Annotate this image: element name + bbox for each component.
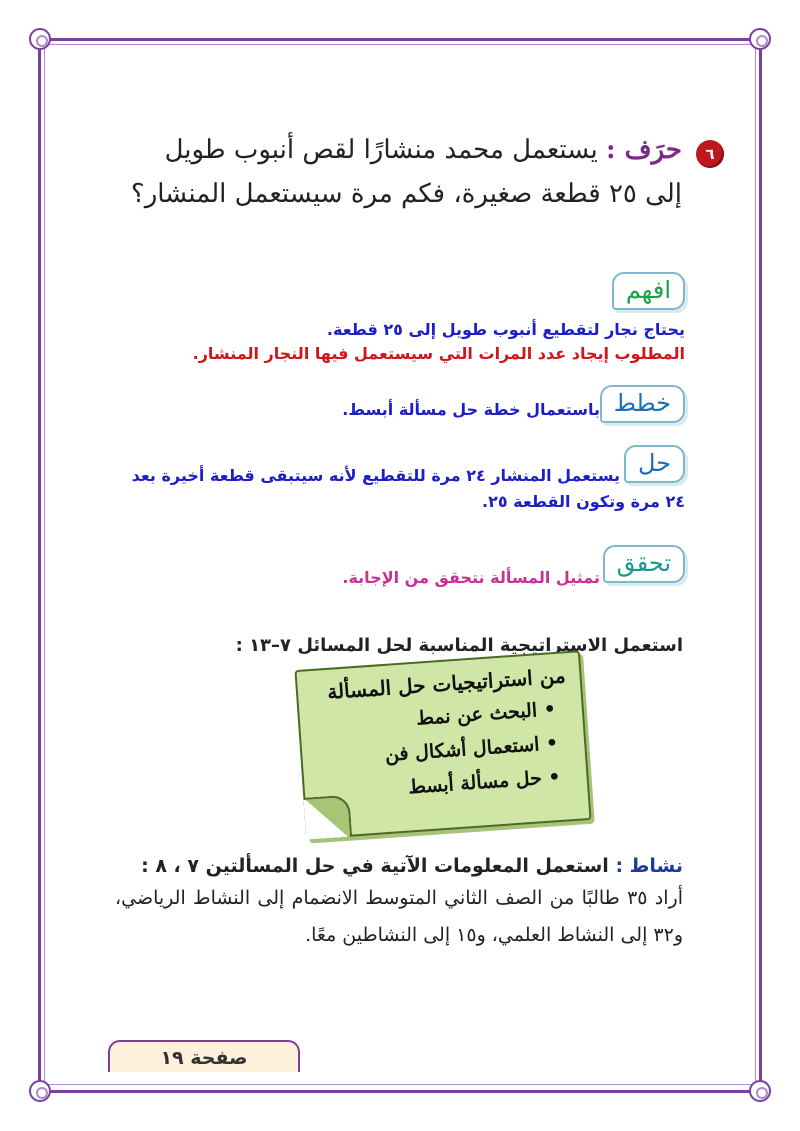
tab-plan: خطط	[600, 385, 685, 423]
note-title: من استراتيجيات حل المسألة	[326, 663, 567, 704]
problem-text-line2: إلى ٢٥ قطعة صغيرة، فكم مرة سيستعمل المنشار؟	[130, 179, 682, 209]
frame-left-inner-border	[44, 40, 45, 1092]
note-item: • استعمال أشكال فن	[384, 732, 559, 766]
tab-understand: افهم	[612, 272, 685, 310]
problem-statement	[122, 128, 682, 216]
activity-keyword: نشاط :	[615, 855, 683, 877]
note-item: • البحث عن نمط	[416, 698, 557, 730]
frame-bottom-border	[40, 1090, 760, 1093]
corner-ornament-icon	[29, 28, 51, 50]
problem-text-line1: يستعمل محمد منشارًا لقص أنبوب طويل	[164, 135, 606, 165]
activity-body: أراد ٣٥ طالبًا من الصف الثاني المتوسط الانضمام إلى النشاط الرياضي، و٣٢ إلى النشاط العلمي، و١٥ إلى النشاطين معًا.	[115, 887, 683, 946]
frame-right-inner-border	[755, 40, 756, 1092]
frame-right-border	[759, 40, 762, 1092]
frame-left-border	[38, 40, 41, 1092]
activity-heading-text: استعمل المعلومات الآتية في حل المسألتين ٧ ، ٨ :	[141, 855, 616, 877]
tab-check: تحقق	[603, 545, 685, 583]
page-number-label: صفحة ١٩	[108, 1040, 300, 1072]
frame-bottom-inner-border	[40, 1084, 760, 1085]
frame-top-inner-border	[40, 44, 760, 45]
check-line1: تمثيل المسألة نتحقق من الإجابة.	[342, 568, 600, 587]
problem-number-badge: ٦	[696, 140, 724, 168]
understand-line1: يحتاج نجار لتقطيع أنبوب طويل إلى ٢٥ قطعة.	[326, 320, 685, 339]
solve-line2: ٢٤ مرة وتكون القطعة ٢٥.	[482, 492, 685, 511]
strategies-heading: استعمل الاستراتيجية المناسبة لحل المسائل ٧–١٣ :	[235, 635, 683, 656]
frame-top-border	[40, 38, 760, 41]
activity-heading	[141, 855, 683, 877]
problem-keyword: حرَف :	[605, 135, 682, 165]
corner-ornament-icon	[749, 28, 771, 50]
plan-line1: باستعمال خطة حل مسألة أبسط.	[342, 400, 600, 419]
note-fold-icon	[303, 795, 352, 840]
strategies-sticky-note	[294, 650, 591, 840]
note-item: • حل مسألة أبسط	[408, 766, 562, 799]
corner-ornament-icon	[749, 1080, 771, 1102]
solve-line1: يستعمل المنشار ٢٤ مرة للتقطيع لأنه سيتبقى قطعة أخيرة بعد	[131, 466, 620, 485]
corner-ornament-icon	[29, 1080, 51, 1102]
understand-line2: المطلوب إيجاد عدد المرات التي سيستعمل فيها النجار المنشار.	[192, 344, 685, 363]
tab-solve: حل	[624, 445, 685, 483]
